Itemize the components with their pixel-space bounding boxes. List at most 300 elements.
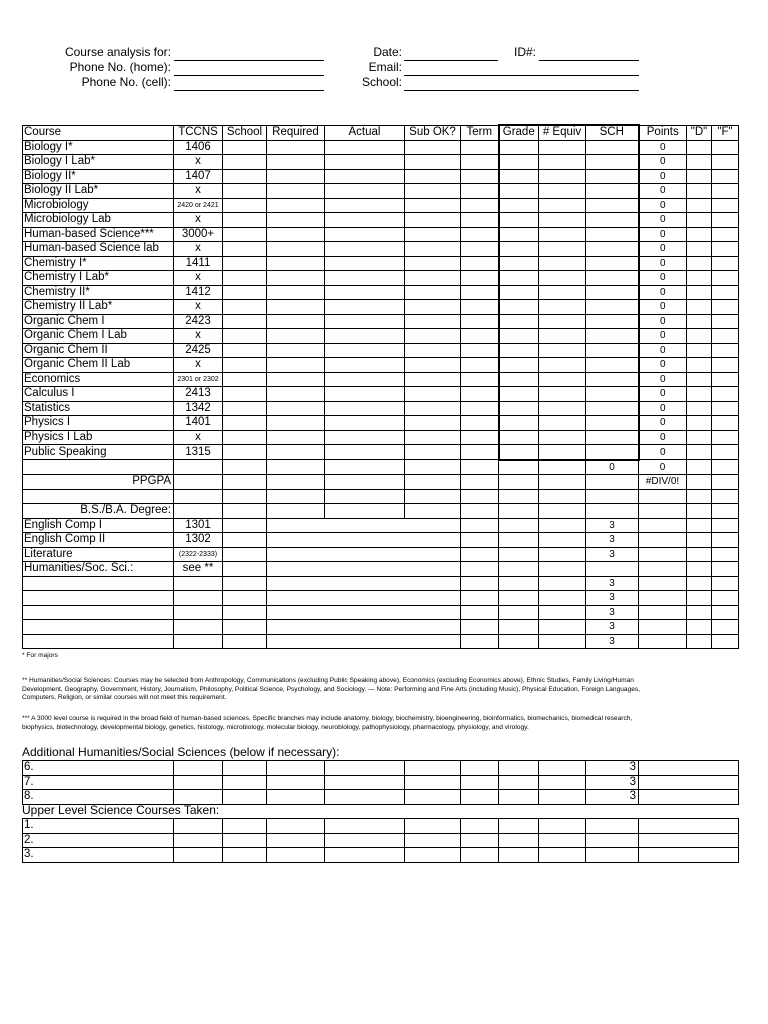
entry-cell[interactable]: [499, 416, 539, 431]
entry-cell[interactable]: [539, 387, 586, 402]
entry-cell[interactable]: [461, 155, 499, 170]
entry-cell[interactable]: [712, 329, 739, 344]
entry-cell[interactable]: [223, 140, 267, 155]
merged-entry-cell[interactable]: [267, 605, 461, 620]
entry-cell[interactable]: [539, 329, 586, 344]
entry-cell[interactable]: [461, 300, 499, 315]
entry-cell[interactable]: [174, 775, 223, 790]
entry-cell[interactable]: [223, 213, 267, 228]
entry-cell[interactable]: [405, 387, 461, 402]
entry-cell[interactable]: [712, 358, 739, 373]
entry-cell[interactable]: [405, 285, 461, 300]
entry-cell[interactable]: [687, 227, 712, 242]
entry-cell[interactable]: [223, 227, 267, 242]
entry-cell[interactable]: [586, 430, 639, 445]
entry-cell[interactable]: [405, 184, 461, 199]
entry-cell[interactable]: [539, 445, 586, 460]
entry-cell[interactable]: [586, 213, 639, 228]
entry-cell[interactable]: [223, 790, 267, 805]
entry-cell[interactable]: [223, 634, 267, 649]
entry-cell[interactable]: [687, 300, 712, 315]
entry-cell[interactable]: [461, 761, 499, 776]
entry-cell[interactable]: [499, 401, 539, 416]
entry-cell[interactable]: [712, 213, 739, 228]
entry-cell[interactable]: [461, 329, 499, 344]
entry-cell[interactable]: [586, 300, 639, 315]
entry-cell[interactable]: [539, 605, 586, 620]
entry-cell[interactable]: [687, 620, 712, 635]
entry-cell[interactable]: [223, 155, 267, 170]
entry-cell[interactable]: [461, 819, 499, 834]
entry-cell[interactable]: [405, 790, 461, 805]
entry-cell[interactable]: [539, 547, 586, 562]
entry-cell[interactable]: [223, 445, 267, 460]
merged-entry-cell[interactable]: [267, 634, 461, 649]
entry-cell[interactable]: [325, 343, 405, 358]
entry-cell[interactable]: [325, 227, 405, 242]
entry-cell[interactable]: [325, 775, 405, 790]
entry-cell[interactable]: [267, 343, 325, 358]
entry-cell[interactable]: [499, 184, 539, 199]
entry-cell[interactable]: [499, 140, 539, 155]
entry-cell[interactable]: [325, 285, 405, 300]
entry-cell[interactable]: [687, 445, 712, 460]
entry-cell[interactable]: [223, 533, 267, 548]
entry-cell[interactable]: [499, 833, 539, 848]
entry-cell[interactable]: [405, 155, 461, 170]
entry-cell[interactable]: [267, 790, 325, 805]
entry-cell[interactable]: [499, 430, 539, 445]
entry-cell[interactable]: [499, 300, 539, 315]
entry-cell[interactable]: [223, 271, 267, 286]
entry-cell[interactable]: [405, 227, 461, 242]
entry-cell[interactable]: [267, 155, 325, 170]
entry-cell[interactable]: [267, 430, 325, 445]
entry-cell[interactable]: [325, 358, 405, 373]
entry-cell[interactable]: [461, 416, 499, 431]
entry-cell[interactable]: [325, 790, 405, 805]
entry-cell[interactable]: [223, 184, 267, 199]
entry-cell[interactable]: [687, 256, 712, 271]
entry-cell[interactable]: [712, 227, 739, 242]
entry-cell[interactable]: [539, 155, 586, 170]
entry-cell[interactable]: [325, 271, 405, 286]
entry-cell[interactable]: [712, 387, 739, 402]
entry-cell[interactable]: [405, 300, 461, 315]
entry-cell[interactable]: [461, 343, 499, 358]
entry-cell[interactable]: [639, 518, 687, 533]
entry-cell[interactable]: [405, 430, 461, 445]
entry-cell[interactable]: [586, 401, 639, 416]
entry-cell[interactable]: [461, 271, 499, 286]
entry-cell[interactable]: [499, 591, 539, 606]
entry-cell[interactable]: [639, 775, 739, 790]
entry-cell[interactable]: [539, 620, 586, 635]
entry-cell[interactable]: [712, 300, 739, 315]
entry-cell[interactable]: [687, 343, 712, 358]
entry-cell[interactable]: [639, 634, 687, 649]
entry-cell[interactable]: [461, 285, 499, 300]
entry-cell[interactable]: [325, 445, 405, 460]
entry-cell[interactable]: [586, 285, 639, 300]
entry-cell[interactable]: [267, 775, 325, 790]
entry-cell[interactable]: [461, 591, 499, 606]
entry-cell[interactable]: [639, 562, 687, 577]
entry-cell[interactable]: [712, 634, 739, 649]
entry-cell[interactable]: [461, 620, 499, 635]
entry-cell[interactable]: [712, 184, 739, 199]
entry-cell[interactable]: [539, 184, 586, 199]
entry-cell[interactable]: [687, 634, 712, 649]
merged-entry-cell[interactable]: [267, 518, 461, 533]
entry-cell[interactable]: [687, 169, 712, 184]
entry-cell[interactable]: [461, 790, 499, 805]
entry-cell[interactable]: [267, 242, 325, 257]
entry-cell[interactable]: [639, 547, 687, 562]
entry-cell[interactable]: [325, 184, 405, 199]
entry-cell[interactable]: [499, 634, 539, 649]
entry-cell[interactable]: [461, 213, 499, 228]
entry-cell[interactable]: [267, 358, 325, 373]
entry-cell[interactable]: [499, 256, 539, 271]
entry-cell[interactable]: [539, 761, 586, 776]
entry-cell[interactable]: [687, 416, 712, 431]
entry-cell[interactable]: [405, 819, 461, 834]
degree-course[interactable]: [23, 634, 174, 649]
entry-cell[interactable]: [499, 775, 539, 790]
entry-cell[interactable]: [405, 213, 461, 228]
entry-cell[interactable]: [687, 605, 712, 620]
entry-cell[interactable]: [639, 761, 739, 776]
entry-cell[interactable]: [539, 833, 586, 848]
entry-cell[interactable]: [586, 198, 639, 213]
entry-cell[interactable]: [639, 620, 687, 635]
entry-cell[interactable]: [687, 198, 712, 213]
entry-cell[interactable]: [712, 562, 739, 577]
entry-cell[interactable]: [687, 547, 712, 562]
merged-entry-cell[interactable]: [267, 620, 461, 635]
entry-cell[interactable]: [223, 372, 267, 387]
entry-cell[interactable]: [405, 416, 461, 431]
entry-cell[interactable]: [461, 547, 499, 562]
merged-entry-cell[interactable]: [267, 576, 461, 591]
entry-cell[interactable]: [712, 416, 739, 431]
entry-cell[interactable]: [461, 256, 499, 271]
entry-cell[interactable]: [223, 833, 267, 848]
entry-cell[interactable]: [712, 372, 739, 387]
entry-cell[interactable]: [405, 848, 461, 863]
entry-cell[interactable]: [174, 833, 223, 848]
entry-cell[interactable]: [461, 833, 499, 848]
entry-cell[interactable]: [267, 300, 325, 315]
entry-cell[interactable]: [461, 242, 499, 257]
entry-cell[interactable]: [325, 761, 405, 776]
entry-cell[interactable]: [267, 445, 325, 460]
entry-cell[interactable]: [267, 401, 325, 416]
entry-cell[interactable]: [223, 416, 267, 431]
entry-cell[interactable]: [539, 314, 586, 329]
entry-cell[interactable]: [687, 242, 712, 257]
entry-cell[interactable]: [687, 184, 712, 199]
degree-course[interactable]: [23, 591, 174, 606]
entry-cell[interactable]: [687, 358, 712, 373]
merged-entry-cell[interactable]: [267, 533, 461, 548]
entry-cell[interactable]: [267, 198, 325, 213]
entry-cell[interactable]: [712, 533, 739, 548]
entry-cell[interactable]: [712, 285, 739, 300]
entry-cell[interactable]: [325, 198, 405, 213]
entry-cell[interactable]: [325, 387, 405, 402]
merged-entry-cell[interactable]: [267, 591, 461, 606]
entry-cell[interactable]: [174, 819, 223, 834]
entry-cell[interactable]: [586, 445, 639, 460]
entry-cell[interactable]: [687, 562, 712, 577]
entry-cell[interactable]: [461, 140, 499, 155]
entry-cell[interactable]: [174, 790, 223, 805]
entry-cell[interactable]: [461, 634, 499, 649]
entry-cell[interactable]: [539, 372, 586, 387]
entry-cell[interactable]: [499, 790, 539, 805]
entry-cell[interactable]: [499, 620, 539, 635]
entry-cell[interactable]: [639, 790, 739, 805]
entry-cell[interactable]: [586, 819, 639, 834]
course-analysis-field[interactable]: [174, 60, 324, 61]
entry-cell[interactable]: [405, 198, 461, 213]
entry-cell[interactable]: [499, 562, 539, 577]
entry-cell[interactable]: [461, 401, 499, 416]
entry-cell[interactable]: [499, 329, 539, 344]
entry-cell[interactable]: [539, 576, 586, 591]
entry-cell[interactable]: [586, 372, 639, 387]
entry-cell[interactable]: [405, 329, 461, 344]
entry-cell[interactable]: [223, 775, 267, 790]
entry-cell[interactable]: [499, 518, 539, 533]
entry-cell[interactable]: [539, 227, 586, 242]
entry-cell[interactable]: [499, 343, 539, 358]
entry-cell[interactable]: [267, 184, 325, 199]
entry-cell[interactable]: [405, 343, 461, 358]
entry-cell[interactable]: [267, 329, 325, 344]
entry-cell[interactable]: [586, 227, 639, 242]
entry-cell[interactable]: [499, 169, 539, 184]
entry-cell[interactable]: [461, 198, 499, 213]
entry-cell[interactable]: [405, 358, 461, 373]
entry-cell[interactable]: [325, 213, 405, 228]
entry-cell[interactable]: [539, 343, 586, 358]
entry-cell[interactable]: [639, 833, 739, 848]
entry-cell[interactable]: [687, 271, 712, 286]
entry-cell[interactable]: [461, 518, 499, 533]
entry-cell[interactable]: [499, 819, 539, 834]
entry-cell[interactable]: [712, 445, 739, 460]
entry-cell[interactable]: [586, 387, 639, 402]
entry-cell[interactable]: [223, 198, 267, 213]
phone-cell-field[interactable]: [174, 90, 324, 91]
entry-cell[interactable]: [639, 848, 739, 863]
entry-cell[interactable]: [499, 387, 539, 402]
id-field[interactable]: [539, 60, 639, 61]
entry-cell[interactable]: [639, 533, 687, 548]
entry-cell[interactable]: [586, 358, 639, 373]
entry-cell[interactable]: [223, 562, 267, 577]
entry-cell[interactable]: [539, 848, 586, 863]
entry-cell[interactable]: [687, 401, 712, 416]
entry-cell[interactable]: [223, 819, 267, 834]
entry-cell[interactable]: [539, 416, 586, 431]
entry-cell[interactable]: [405, 314, 461, 329]
entry-cell[interactable]: [499, 314, 539, 329]
entry-cell[interactable]: [499, 227, 539, 242]
entry-cell[interactable]: [267, 761, 325, 776]
entry-cell[interactable]: [223, 605, 267, 620]
entry-cell[interactable]: [499, 848, 539, 863]
entry-cell[interactable]: [687, 576, 712, 591]
entry-cell[interactable]: [223, 285, 267, 300]
date-field[interactable]: [404, 60, 498, 61]
entry-cell[interactable]: [499, 155, 539, 170]
entry-cell[interactable]: [586, 184, 639, 199]
entry-cell[interactable]: [267, 387, 325, 402]
entry-cell[interactable]: [461, 533, 499, 548]
entry-cell[interactable]: [223, 848, 267, 863]
entry-cell[interactable]: [687, 314, 712, 329]
entry-cell[interactable]: [499, 445, 539, 460]
entry-cell[interactable]: [223, 387, 267, 402]
entry-cell[interactable]: [461, 227, 499, 242]
entry-cell[interactable]: [461, 775, 499, 790]
entry-cell[interactable]: [539, 562, 586, 577]
entry-cell[interactable]: [405, 140, 461, 155]
entry-cell[interactable]: [499, 358, 539, 373]
entry-cell[interactable]: [539, 140, 586, 155]
entry-cell[interactable]: [267, 169, 325, 184]
entry-cell[interactable]: [267, 271, 325, 286]
entry-cell[interactable]: [639, 576, 687, 591]
entry-cell[interactable]: [712, 547, 739, 562]
entry-cell[interactable]: [539, 634, 586, 649]
entry-cell[interactable]: [223, 401, 267, 416]
entry-cell[interactable]: [325, 833, 405, 848]
email-field[interactable]: [404, 75, 639, 76]
entry-cell[interactable]: [499, 213, 539, 228]
entry-cell[interactable]: [539, 591, 586, 606]
entry-cell[interactable]: [687, 213, 712, 228]
entry-cell[interactable]: [325, 169, 405, 184]
entry-cell[interactable]: [267, 372, 325, 387]
entry-cell[interactable]: [223, 576, 267, 591]
entry-cell[interactable]: [405, 372, 461, 387]
entry-cell[interactable]: [687, 591, 712, 606]
entry-cell[interactable]: [499, 547, 539, 562]
entry-cell[interactable]: [405, 445, 461, 460]
entry-cell[interactable]: [325, 256, 405, 271]
entry-cell[interactable]: [405, 833, 461, 848]
entry-cell[interactable]: [325, 416, 405, 431]
entry-cell[interactable]: [586, 329, 639, 344]
entry-cell[interactable]: [712, 256, 739, 271]
entry-cell[interactable]: [174, 848, 223, 863]
entry-cell[interactable]: [405, 256, 461, 271]
entry-cell[interactable]: [405, 761, 461, 776]
entry-cell[interactable]: [223, 518, 267, 533]
entry-cell[interactable]: [223, 256, 267, 271]
entry-cell[interactable]: [461, 184, 499, 199]
entry-cell[interactable]: [325, 848, 405, 863]
degree-course[interactable]: [23, 576, 174, 591]
entry-cell[interactable]: [586, 140, 639, 155]
entry-cell[interactable]: [223, 314, 267, 329]
entry-cell[interactable]: [325, 329, 405, 344]
entry-cell[interactable]: [499, 533, 539, 548]
entry-cell[interactable]: [539, 300, 586, 315]
entry-cell[interactable]: [267, 285, 325, 300]
entry-cell[interactable]: [461, 169, 499, 184]
entry-cell[interactable]: [267, 848, 325, 863]
entry-cell[interactable]: [267, 314, 325, 329]
entry-cell[interactable]: [712, 169, 739, 184]
entry-cell[interactable]: [539, 775, 586, 790]
entry-cell[interactable]: [539, 198, 586, 213]
entry-cell[interactable]: [639, 819, 739, 834]
entry-cell[interactable]: [687, 372, 712, 387]
entry-cell[interactable]: [539, 256, 586, 271]
entry-cell[interactable]: [586, 256, 639, 271]
entry-cell[interactable]: [223, 300, 267, 315]
entry-cell[interactable]: [461, 430, 499, 445]
entry-cell[interactable]: [325, 819, 405, 834]
entry-cell[interactable]: [539, 790, 586, 805]
entry-cell[interactable]: [267, 227, 325, 242]
entry-cell[interactable]: [499, 761, 539, 776]
entry-cell[interactable]: [461, 848, 499, 863]
entry-cell[interactable]: [405, 775, 461, 790]
entry-cell[interactable]: [223, 358, 267, 373]
entry-cell[interactable]: [539, 819, 586, 834]
entry-cell[interactable]: [499, 271, 539, 286]
entry-cell[interactable]: [267, 833, 325, 848]
entry-cell[interactable]: [586, 271, 639, 286]
entry-cell[interactable]: [712, 155, 739, 170]
entry-cell[interactable]: [325, 155, 405, 170]
entry-cell[interactable]: [639, 591, 687, 606]
entry-cell[interactable]: [223, 430, 267, 445]
entry-cell[interactable]: [461, 605, 499, 620]
entry-cell[interactable]: [586, 833, 639, 848]
phone-home-field[interactable]: [174, 75, 324, 76]
entry-cell[interactable]: [539, 518, 586, 533]
entry-cell[interactable]: [499, 242, 539, 257]
entry-cell[interactable]: [461, 314, 499, 329]
entry-cell[interactable]: [687, 329, 712, 344]
entry-cell[interactable]: [325, 314, 405, 329]
entry-cell[interactable]: [405, 401, 461, 416]
entry-cell[interactable]: [539, 242, 586, 257]
entry-cell[interactable]: [712, 430, 739, 445]
entry-cell[interactable]: [499, 372, 539, 387]
entry-cell[interactable]: [712, 343, 739, 358]
entry-cell[interactable]: [687, 155, 712, 170]
entry-cell[interactable]: [223, 329, 267, 344]
entry-cell[interactable]: [539, 358, 586, 373]
degree-course[interactable]: [23, 605, 174, 620]
entry-cell[interactable]: [687, 430, 712, 445]
entry-cell[interactable]: [223, 242, 267, 257]
entry-cell[interactable]: [405, 169, 461, 184]
entry-cell[interactable]: [539, 271, 586, 286]
entry-cell[interactable]: [712, 605, 739, 620]
entry-cell[interactable]: [687, 533, 712, 548]
entry-cell[interactable]: [325, 430, 405, 445]
